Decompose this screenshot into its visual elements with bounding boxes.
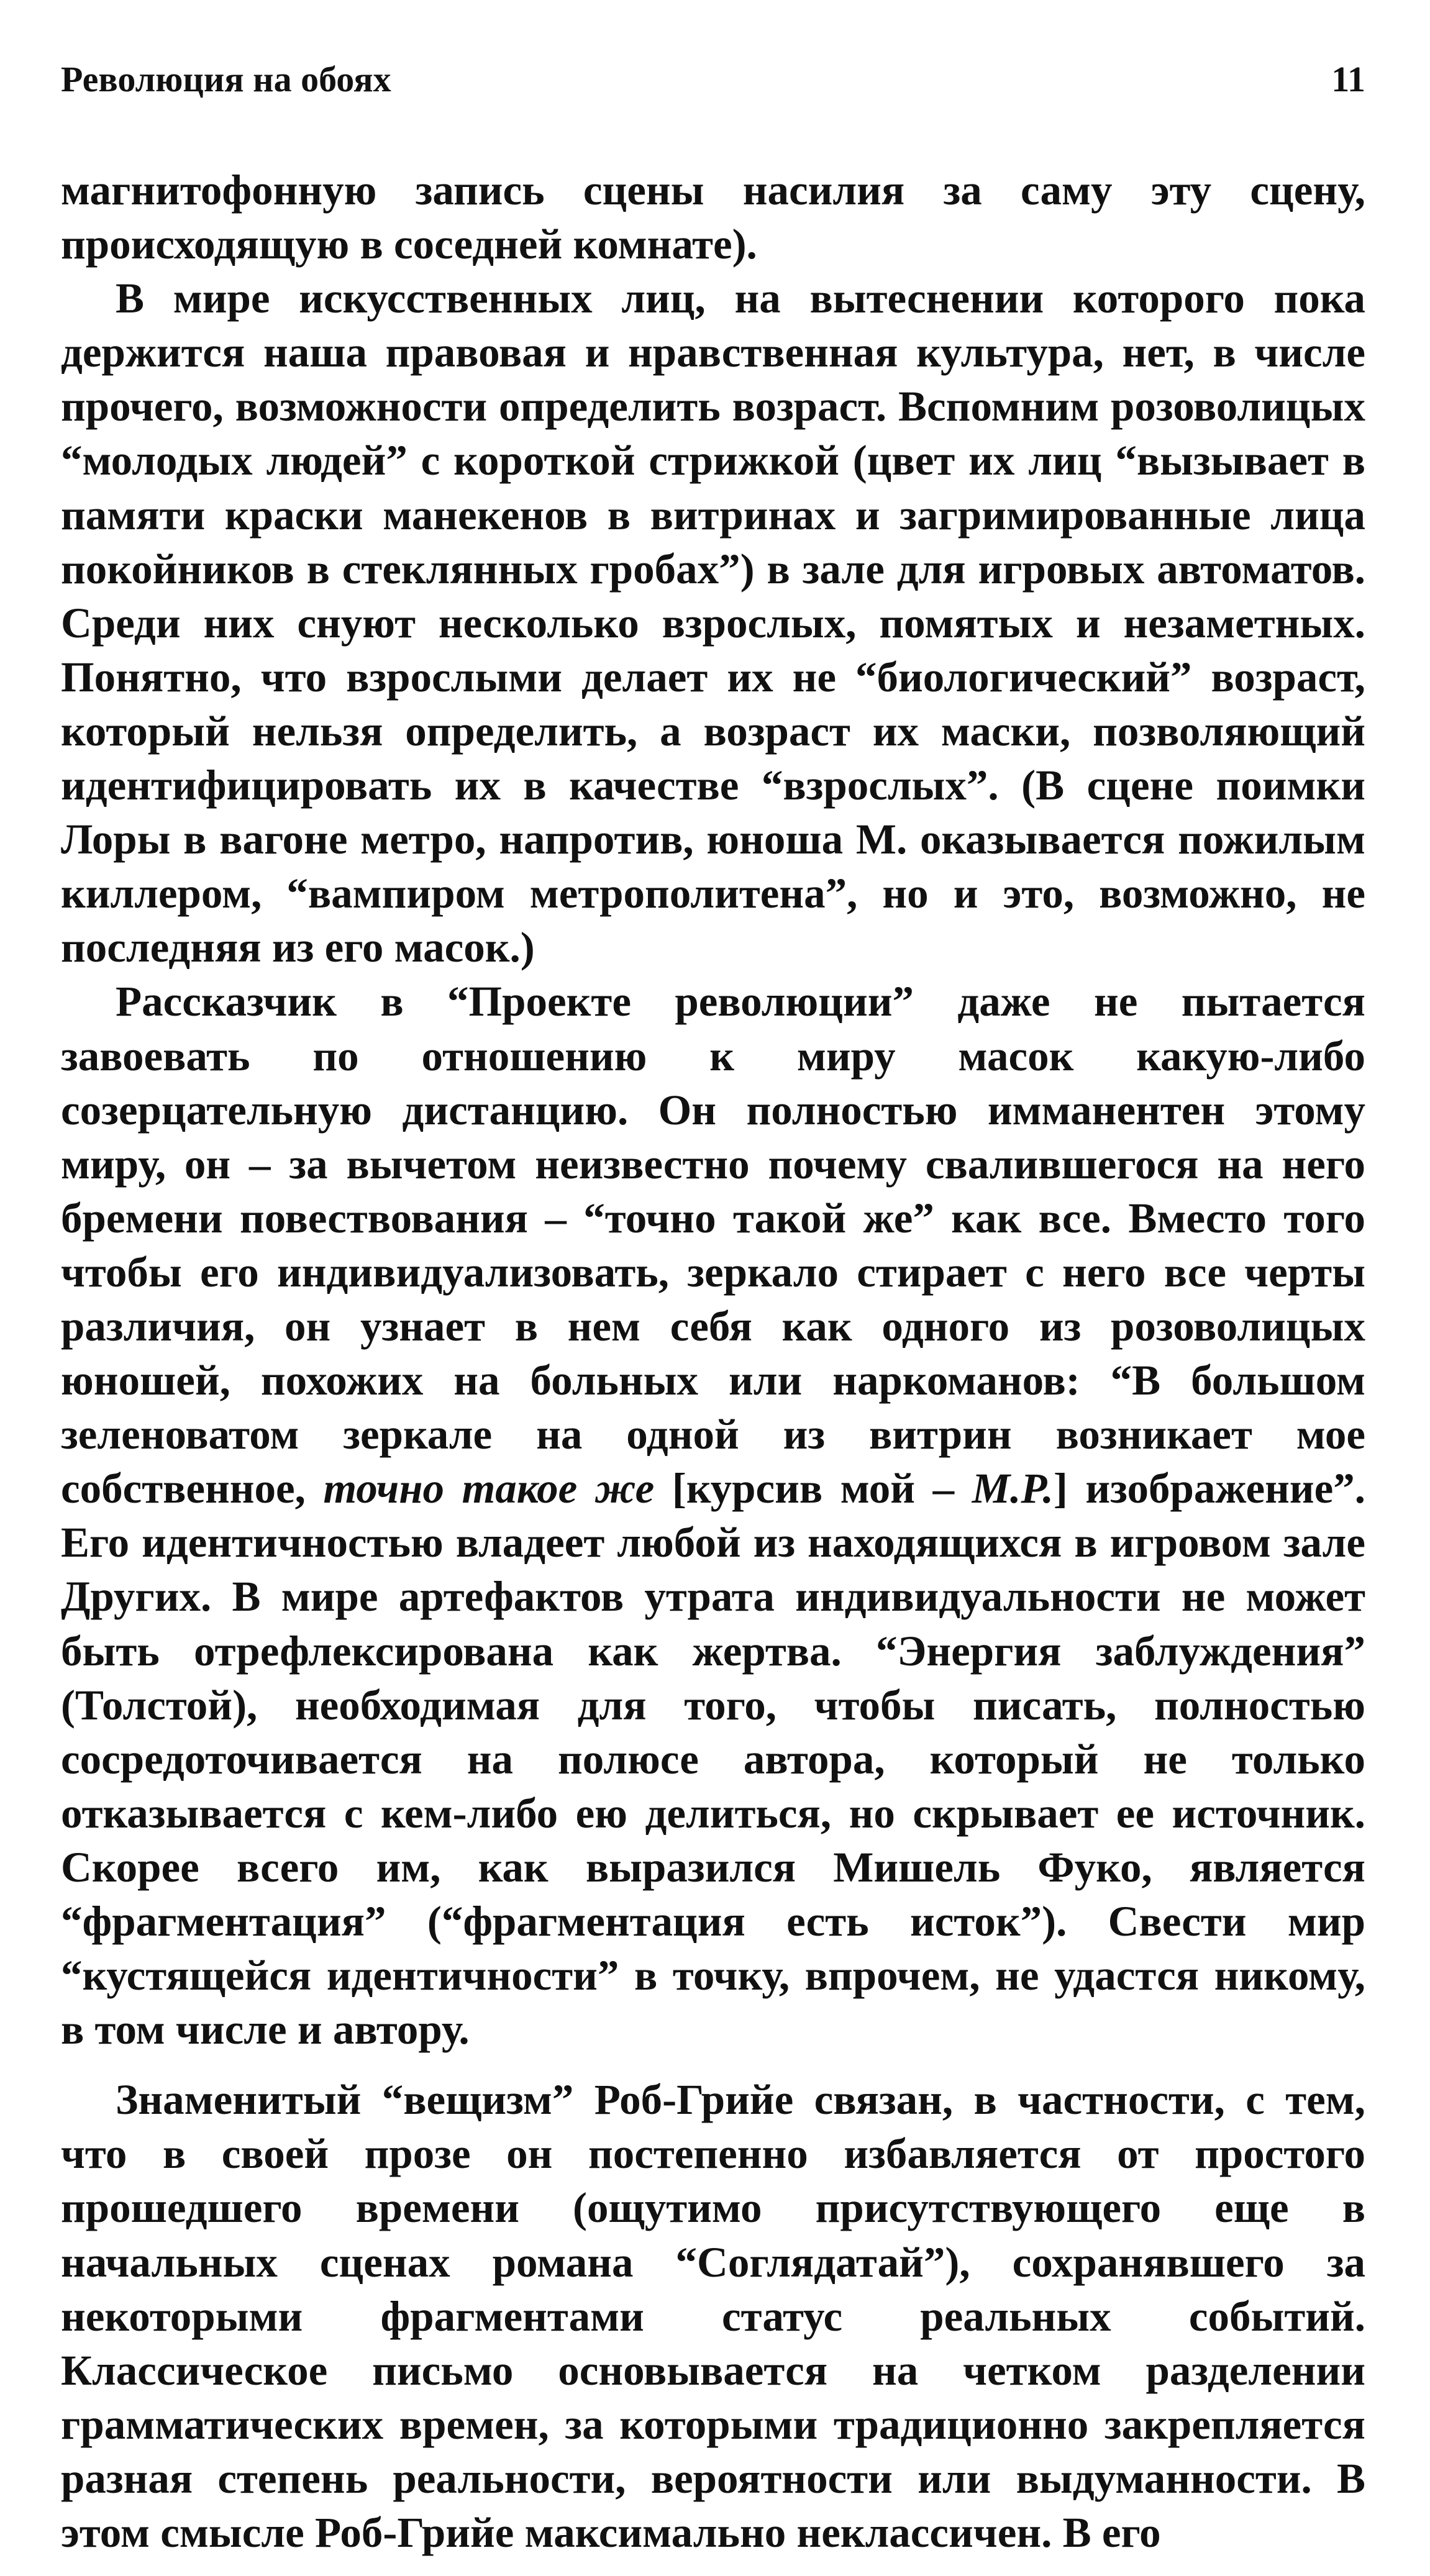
paragraph-3-text-before: Рассказчик в “Проекте революции” даже не пытается завоевать по отношению к миру масок какую-либо созерцательную дистанцию. Он полностью имманентен этому миру, он – за вычетом неизвестно почему свалившегося на него бремени повествования – “точно такой же” как все. Вместо того чтобы его индивидуализовать, зеркало стирает с него все черты различия, он узнает в нем себя как одного из розоволицых юношей, похожих на больных или наркоманов: “В большом зеленоватом зеркале на одной из витрин возникает мое собственное, (61, 978, 1365, 1513)
paragraph-2: В мире искусственных лиц, на вытеснении которого пока держится наша правовая и нравственная культура, нет, в числе прочего, возможности определить возраст. Вспомним розоволицых “молодых людей” с короткой стрижкой (цвет их лиц “вызывает в памяти краски манекенов в витринах и загримированные лица покойников в стеклянных гробах”) в зале для игровых автоматов. Среди них снуют несколько взрослых, помятых и незаметных. Понятно, что взрослыми делает их не “биологический” возраст, который нельзя определить, а возраст их маски, позволяющий идентифицировать их в качестве “взрослых”. (В сцене поимки Лоры в вагоне метро, напротив, юноша М. оказывается пожилым киллером, “вампиром метрополитена”, но и это, возможно, не последняя из его масок.) (61, 275, 1365, 972)
author-initials: М.Р. (972, 1465, 1054, 1513)
paragraph-4: Знаменитый “вещизм” Роб-Грийе связан, в частности, с тем, что в своей прозе он постепенно избавляется от простого прошедшего времени (ощутимо присутствующего еще в начальных сценах романа “Соглядатай”), сохранявшего за некоторыми фрагментами статус реальных событий. Классическое письмо основывается на четком разделении грамматических времен, за которыми традиционно закрепляется разная степень реальности, вероятности или выдуманности. В этом смысле Роб-Грийе максимально неклассичен. В его (61, 2076, 1365, 2557)
paragraph-1: магнитофонную запись сцены насилия за саму эту сцену, происходящую в соседней комнате). (61, 166, 1365, 268)
chapter-title: Революция на обоях (61, 59, 391, 99)
editorial-note-open: [курсив мой – (654, 1465, 972, 1513)
body-text (61, 163, 1365, 2560)
paragraph-3-text-after: ] изображение”. Его идентичностью владеет любой из находящихся в игровом зале Других. В мире артефактов утрата индивидуальности не может быть отрефлексирована как жертва. “Энергия заблуждения” (Толстой), необходимая для того, чтобы писать, полностью сосредоточивается на полюсе автора, который не только отказывается с кем-либо ею делиться, но скрывает ее источник. Скорее всего им, как выразился Мишель Фуко, является “фрагментация” (“фрагментация есть исток”). Свести мир “кустящейся идентичности” в точку, впрочем, не удастся никому, в том числе и автору. (61, 1465, 1365, 2054)
page-number: 11 (1331, 59, 1365, 99)
italic-emphasis: точно такое же (323, 1465, 655, 1513)
paragraph-3 (61, 975, 1365, 2057)
running-header (61, 55, 1365, 104)
book-page (61, 55, 1365, 2560)
